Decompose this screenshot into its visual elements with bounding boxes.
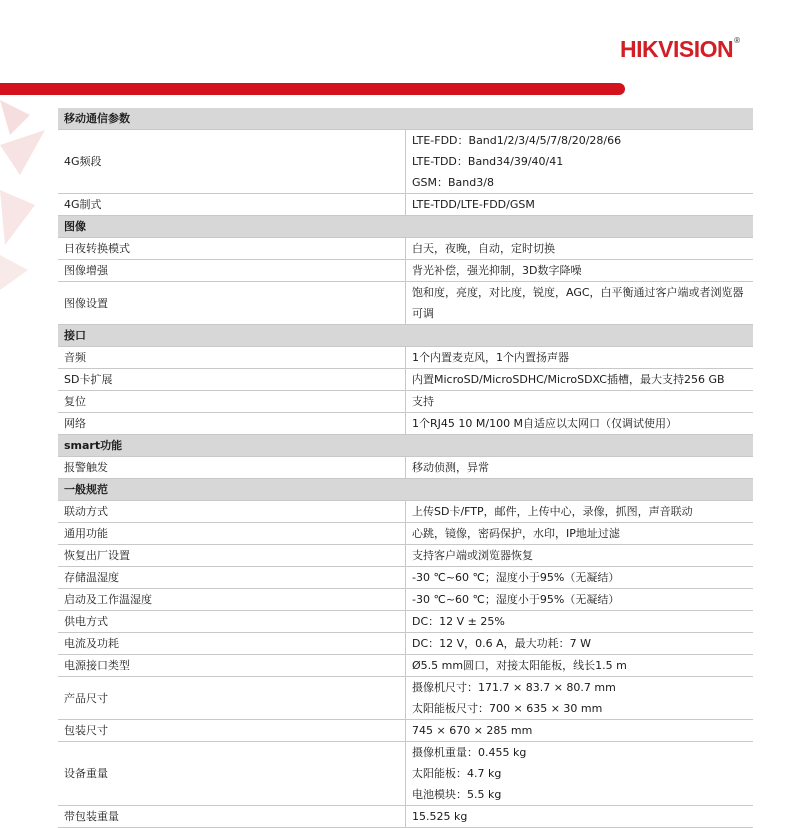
spec-value <box>406 677 754 720</box>
spec-row <box>58 194 753 216</box>
spec-row <box>58 413 753 435</box>
section-header <box>58 325 753 347</box>
spec-label: 电流及功耗 <box>58 633 406 655</box>
spec-value-line: LTE-FDD：Band1/2/3/4/5/7/8/20/28/66 <box>412 134 622 147</box>
spec-value-line: 1个内置麦克风，1个内置扬声器 <box>412 351 569 364</box>
spec-row <box>58 347 753 369</box>
spec-row <box>58 589 753 611</box>
spec-label: 4G制式 <box>58 194 406 216</box>
spec-label: 包装尺寸 <box>58 720 406 742</box>
spec-value-line: 1个RJ45 10 M/100 M自适应以太网口（仅调试使用） <box>412 417 678 430</box>
section-title: 图像 <box>58 216 753 238</box>
section-title: 移动通信参数 <box>58 108 753 130</box>
spec-row <box>58 545 753 567</box>
spec-value-line: -30 ℃~60 ℃；湿度小于95%（无凝结） <box>412 593 620 606</box>
spec-value <box>406 369 754 391</box>
spec-row <box>58 282 753 325</box>
section-header <box>58 216 753 238</box>
spec-value-line: 白天，夜晚，自动，定时切换 <box>412 242 555 255</box>
section-title: 一般规范 <box>58 479 753 501</box>
section-header <box>58 108 753 130</box>
spec-label: 4G频段 <box>58 130 406 194</box>
spec-value <box>406 194 754 216</box>
spec-value-line: LTE-TDD：Band34/39/40/41 <box>412 155 564 168</box>
spec-label: 电源接口类型 <box>58 655 406 677</box>
section-title: smart功能 <box>58 435 753 457</box>
spec-label: 网络 <box>58 413 406 435</box>
spec-row <box>58 523 753 545</box>
spec-value-line: 背光补偿，强光抑制，3D数字降噪 <box>412 264 582 277</box>
section-header <box>58 435 753 457</box>
spec-value-line: 15.525 kg <box>412 810 468 823</box>
spec-value <box>406 589 754 611</box>
spec-row <box>58 633 753 655</box>
spec-row <box>58 457 753 479</box>
spec-value <box>406 347 754 369</box>
spec-value-line: 支持客户端或浏览器恢复 <box>412 549 533 562</box>
spec-value-line: -30 ℃~60 ℃；湿度小于95%（无凝结） <box>412 571 620 584</box>
spec-value <box>406 806 754 828</box>
spec-value <box>406 413 754 435</box>
spec-value-line: 摄像机尺寸：171.7 × 83.7 × 80.7 mm <box>412 681 616 694</box>
spec-value <box>406 238 754 260</box>
spec-row <box>58 369 753 391</box>
spec-row <box>58 567 753 589</box>
hikvision-logo: HIKVISION® <box>620 36 740 62</box>
spec-label: 设备重量 <box>58 742 406 806</box>
spec-value-line: 饱和度，亮度，对比度，锐度，AGC，白平衡通过客户端或者浏览器可调 <box>412 286 744 320</box>
spec-value <box>406 282 754 325</box>
spec-label: 供电方式 <box>58 611 406 633</box>
spec-row <box>58 391 753 413</box>
spec-label: 启动及工作温湿度 <box>58 589 406 611</box>
spec-value-line: 心跳，镜像，密码保护，水印，IP地址过滤 <box>412 527 620 540</box>
spec-value <box>406 655 754 677</box>
spec-value <box>406 545 754 567</box>
spec-value-line: 内置MicroSD/MicroSDHC/MicroSDXC插槽，最大支持256 GB <box>412 373 725 386</box>
section-header <box>58 479 753 501</box>
spec-value-line: DC：12 V，0.6 A，最大功耗：7 W <box>412 637 592 650</box>
spec-label: 通用功能 <box>58 523 406 545</box>
spec-label: 报警触发 <box>58 457 406 479</box>
spec-row <box>58 501 753 523</box>
spec-value <box>406 567 754 589</box>
spec-row <box>58 238 753 260</box>
spec-value-line: 上传SD卡/FTP，邮件，上传中心，录像，抓图，声音联动 <box>412 505 693 518</box>
spec-value <box>406 720 754 742</box>
spec-label: 恢复出厂设置 <box>58 545 406 567</box>
spec-value-line: 摄像机重量：0.455 kg <box>412 746 527 759</box>
spec-row <box>58 677 753 720</box>
spec-row <box>58 130 753 194</box>
spec-value-line: GSM：Band3/8 <box>412 176 494 189</box>
spec-label: 音频 <box>58 347 406 369</box>
spec-row <box>58 655 753 677</box>
spec-value <box>406 633 754 655</box>
spec-row <box>58 611 753 633</box>
header-red-bar <box>0 83 625 95</box>
spec-value <box>406 501 754 523</box>
spec-value <box>406 611 754 633</box>
spec-value-line: 太阳能板尺寸：700 × 635 × 30 mm <box>412 702 603 715</box>
spec-label: 存储温湿度 <box>58 567 406 589</box>
spec-value-line: 支持 <box>412 395 434 408</box>
spec-value-line: 745 × 670 × 285 mm <box>412 724 533 737</box>
spec-value <box>406 130 754 194</box>
spec-label: 复位 <box>58 391 406 413</box>
spec-row <box>58 806 753 828</box>
spec-value <box>406 742 754 806</box>
spec-value-line: 电池模块：5.5 kg <box>412 788 502 801</box>
spec-value <box>406 260 754 282</box>
spec-label: 产品尺寸 <box>58 677 406 720</box>
section-title: 接口 <box>58 325 753 347</box>
spec-value <box>406 457 754 479</box>
spec-value-line: 太阳能板：4.7 kg <box>412 767 502 780</box>
spec-value-line: 移动侦测，异常 <box>412 461 489 474</box>
spec-value-line: Ø5.5 mm圆口，对接太阳能板，线长1.5 m <box>412 659 627 672</box>
spec-row <box>58 720 753 742</box>
spec-row <box>58 260 753 282</box>
spec-row <box>58 742 753 806</box>
spec-value-line: DC：12 V ± 25% <box>412 615 505 628</box>
spec-table <box>58 108 753 828</box>
spec-label: 图像增强 <box>58 260 406 282</box>
spec-label: 带包装重量 <box>58 806 406 828</box>
spec-label: 联动方式 <box>58 501 406 523</box>
spec-label: 图像设置 <box>58 282 406 325</box>
decorative-watermark-shapes <box>0 95 58 295</box>
spec-value <box>406 523 754 545</box>
spec-label: 日夜转换模式 <box>58 238 406 260</box>
spec-label: SD卡扩展 <box>58 369 406 391</box>
spec-value <box>406 391 754 413</box>
spec-value-line: LTE-TDD/LTE-FDD/GSM <box>412 198 535 211</box>
